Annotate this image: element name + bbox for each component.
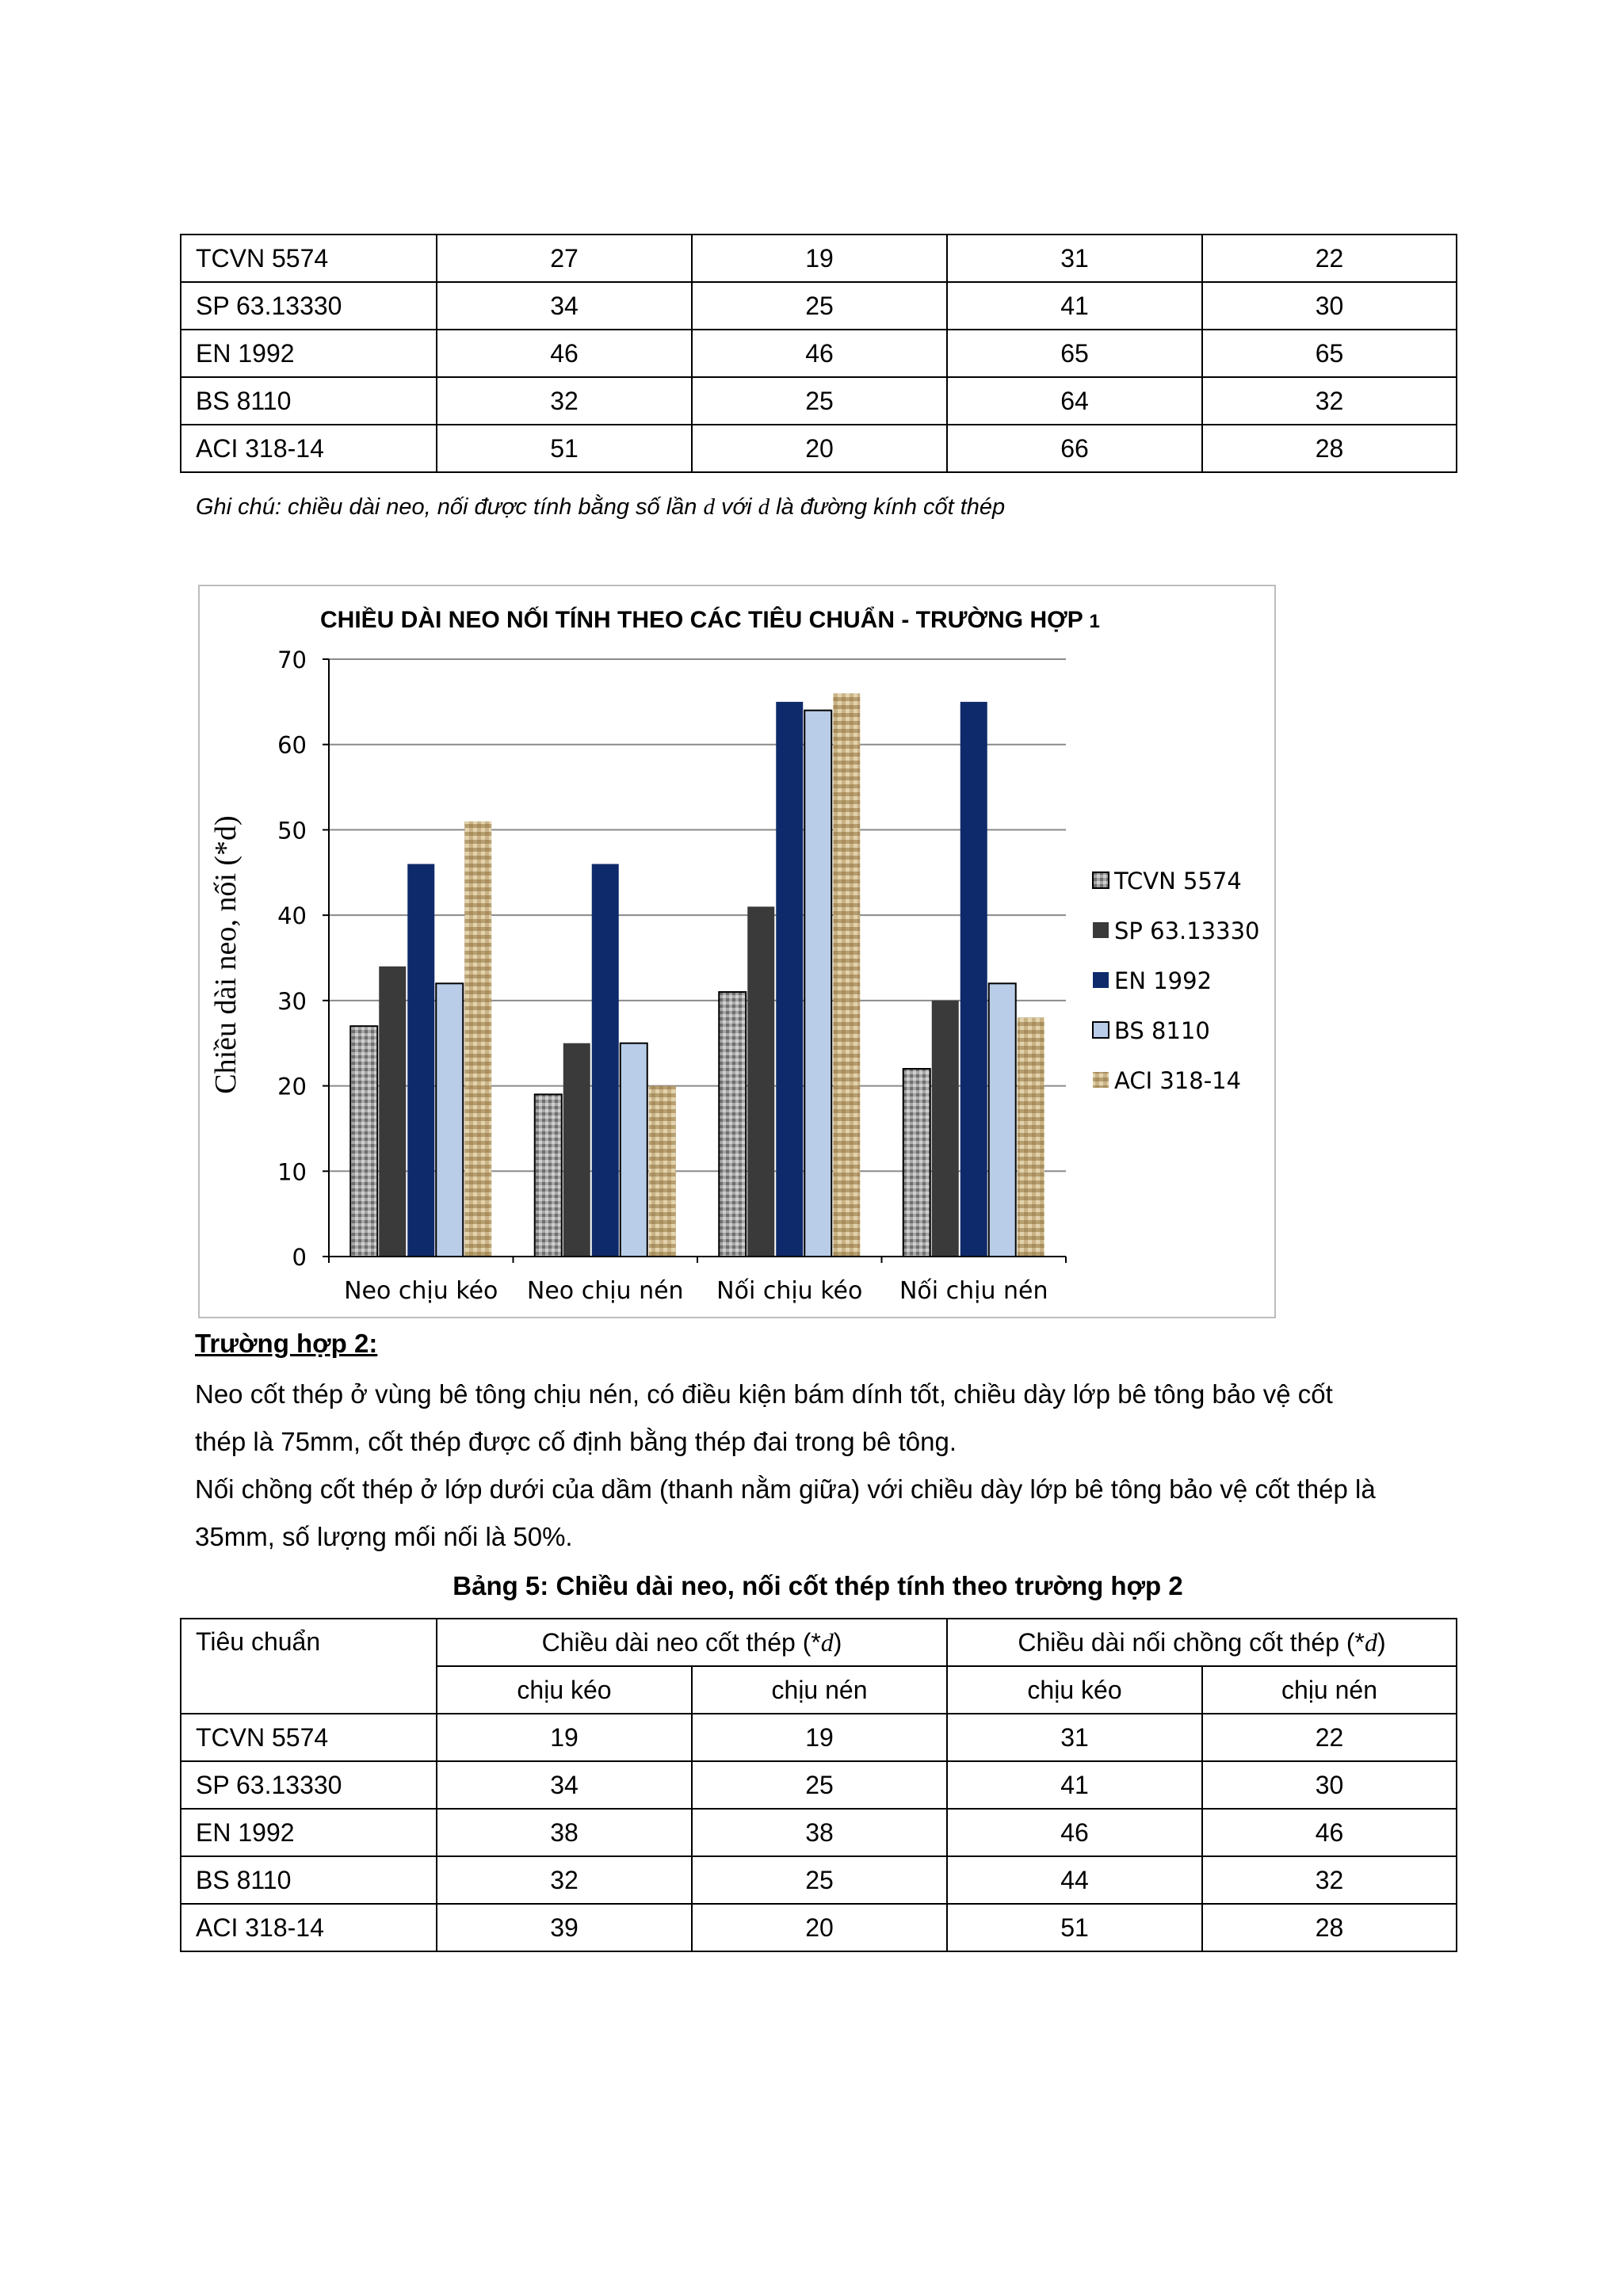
table-cell: 51 xyxy=(947,1904,1202,1951)
table-row xyxy=(181,1714,1457,1761)
legend-label: EN 1992 xyxy=(1114,967,1212,994)
table-cell: 22 xyxy=(1202,1714,1457,1761)
note-var: d xyxy=(703,494,715,520)
bar xyxy=(719,992,746,1257)
bar xyxy=(464,822,491,1257)
table-cell: EN 1992 xyxy=(181,330,437,377)
paragraph-splice: Nối chồng cốt thép ở lớp dưới của dầm (thanh nằm giữa) với chiều dày lớp bê tông bảo vệ cốt thép là 35mm, số lượng mối nối là 50%. xyxy=(195,1474,1376,1551)
table-row xyxy=(181,282,1457,330)
note-var: d xyxy=(758,494,770,520)
bar xyxy=(960,702,987,1257)
column-header: chịu kéo xyxy=(437,1666,692,1714)
paragraph-anchor: Neo cốt thép ở vùng bê tông chịu nén, có điều kiện bám dính tốt, chiều dày lớp bê tông bảo vệ cốt thép là 75mm, cốt thép được cố định bằng thép đai trong bê tông. xyxy=(195,1379,1333,1456)
table-cell: ACI 318-14 xyxy=(181,1904,437,1951)
y-tick-label: 10 xyxy=(277,1158,307,1186)
bar xyxy=(407,864,434,1257)
bar xyxy=(379,967,406,1257)
table-cell: 30 xyxy=(1202,282,1457,330)
table-cell: 27 xyxy=(437,235,692,282)
table-row xyxy=(181,330,1457,377)
table-cell: 46 xyxy=(1202,1809,1457,1856)
legend-label: BS 8110 xyxy=(1114,1017,1210,1044)
table-cell: 19 xyxy=(437,1714,692,1761)
table-case2 xyxy=(180,1618,1457,1952)
y-tick-label: 60 xyxy=(277,731,307,759)
column-group-header: Chiều dài neo cốt thép (*d) xyxy=(437,1619,947,1666)
bar xyxy=(1018,1017,1044,1257)
table-cell: 65 xyxy=(1202,330,1457,377)
legend-swatch xyxy=(1093,872,1109,888)
table-cell: 41 xyxy=(947,282,1202,330)
bar xyxy=(649,1086,676,1257)
y-tick-label: 70 xyxy=(277,646,307,673)
table-cell: 34 xyxy=(437,282,692,330)
table-cell: 22 xyxy=(1202,235,1457,282)
table-cell: 39 xyxy=(437,1904,692,1951)
table-cell: 38 xyxy=(437,1809,692,1856)
bar xyxy=(804,711,831,1257)
table-cell: 51 xyxy=(437,425,692,472)
table-cell: 34 xyxy=(437,1761,692,1809)
table-row xyxy=(181,1761,1457,1809)
table-cell: SP 63.13330 xyxy=(181,1761,437,1809)
chart-title: CHIỀU DÀI NEO NỐI TÍNH THEO CÁC TIÊU CHUẨN - TRƯỜNG HỢP 1 xyxy=(320,607,1100,633)
table-cell: 28 xyxy=(1202,425,1457,472)
bar xyxy=(535,1094,562,1257)
table-cell: 25 xyxy=(692,1856,947,1904)
column-header: chịu nén xyxy=(692,1666,947,1714)
column-group-header: Chiều dài nối chồng cốt thép (*d) xyxy=(947,1619,1457,1666)
bar xyxy=(621,1043,647,1257)
bar xyxy=(563,1043,590,1257)
y-tick-label: 20 xyxy=(277,1073,307,1100)
bar xyxy=(903,1069,930,1257)
table-cell: 25 xyxy=(692,1761,947,1809)
column-header: chịu nén xyxy=(1202,1666,1457,1714)
bar xyxy=(350,1026,377,1257)
table-cell: 31 xyxy=(947,235,1202,282)
table-cell: ACI 318-14 xyxy=(181,425,437,472)
table-cell: 46 xyxy=(437,330,692,377)
table-row xyxy=(181,1809,1457,1856)
table-cell: 41 xyxy=(947,1761,1202,1809)
table-row xyxy=(181,377,1457,425)
table-row xyxy=(181,235,1457,282)
table-cell: 46 xyxy=(947,1809,1202,1856)
table-cell: 65 xyxy=(947,330,1202,377)
y-tick-label: 30 xyxy=(277,987,307,1015)
table-cell: EN 1992 xyxy=(181,1809,437,1856)
bar xyxy=(592,864,619,1257)
bar xyxy=(932,1001,959,1257)
x-tick-label: Neo chịu nén xyxy=(526,1277,684,1305)
y-tick-label: 0 xyxy=(292,1244,307,1271)
bar-chart xyxy=(200,586,1274,1317)
legend-swatch xyxy=(1093,1072,1109,1088)
bar xyxy=(989,983,1016,1257)
table-note: Ghi chú: chiều dài neo, nối được tính bằng số lần d với d là đường kính cốt thép xyxy=(196,494,1006,520)
table-caption: Bảng 5: Chiều dài neo, nối cốt thép tính theo trường hợp 2 xyxy=(453,1571,1183,1600)
y-tick-label: 50 xyxy=(277,817,307,845)
x-tick-label: Neo chịu kéo xyxy=(344,1277,498,1305)
table-cell: BS 8110 xyxy=(181,1856,437,1904)
legend-label: ACI 318-14 xyxy=(1114,1067,1242,1094)
y-tick-label: 40 xyxy=(277,902,307,930)
table-cell: 19 xyxy=(692,235,947,282)
table-cell: 38 xyxy=(692,1809,947,1856)
bar xyxy=(436,983,463,1257)
table-cell: 64 xyxy=(947,377,1202,425)
x-tick-label: Nối chịu kéo xyxy=(716,1277,863,1305)
column-header: Tiêu chuẩn xyxy=(181,1619,437,1714)
table-header-row xyxy=(181,1619,1457,1666)
legend-swatch xyxy=(1093,922,1109,938)
table-cell: 46 xyxy=(692,330,947,377)
legend-swatch xyxy=(1093,972,1109,988)
legend-label: SP 63.13330 xyxy=(1114,917,1260,944)
table-cell: 32 xyxy=(1202,377,1457,425)
table-cell: 25 xyxy=(692,282,947,330)
table-cell: SP 63.13330 xyxy=(181,282,437,330)
table-cell: 20 xyxy=(692,425,947,472)
chart-frame xyxy=(198,585,1276,1318)
y-axis-label: Chiều dài neo, nối (*d) xyxy=(209,815,242,1094)
table-cell: 44 xyxy=(947,1856,1202,1904)
bar xyxy=(776,702,803,1257)
table-cell: 28 xyxy=(1202,1904,1457,1951)
table-cell: TCVN 5574 xyxy=(181,1714,437,1761)
table-cell: 30 xyxy=(1202,1761,1457,1809)
legend-label: TCVN 5574 xyxy=(1114,868,1242,894)
table-cell: 20 xyxy=(692,1904,947,1951)
table-cell: 19 xyxy=(692,1714,947,1761)
table-cell: 25 xyxy=(692,377,947,425)
table-cell: BS 8110 xyxy=(181,377,437,425)
column-header: chịu kéo xyxy=(947,1666,1202,1714)
bar xyxy=(747,906,774,1257)
legend-swatch xyxy=(1093,1022,1109,1038)
table-row xyxy=(181,1856,1457,1904)
table-cell: 32 xyxy=(437,377,692,425)
table-row xyxy=(181,425,1457,472)
table-cell: 66 xyxy=(947,425,1202,472)
x-tick-label: Nối chịu nén xyxy=(899,1277,1048,1305)
bar xyxy=(833,693,860,1257)
table-case1 xyxy=(180,234,1457,473)
table-cell: 32 xyxy=(1202,1856,1457,1904)
table-cell: TCVN 5574 xyxy=(181,235,437,282)
table-cell: 32 xyxy=(437,1856,692,1904)
section-heading: Trường hợp 2: xyxy=(195,1329,378,1358)
table-cell: 31 xyxy=(947,1714,1202,1761)
table-row xyxy=(181,1904,1457,1951)
